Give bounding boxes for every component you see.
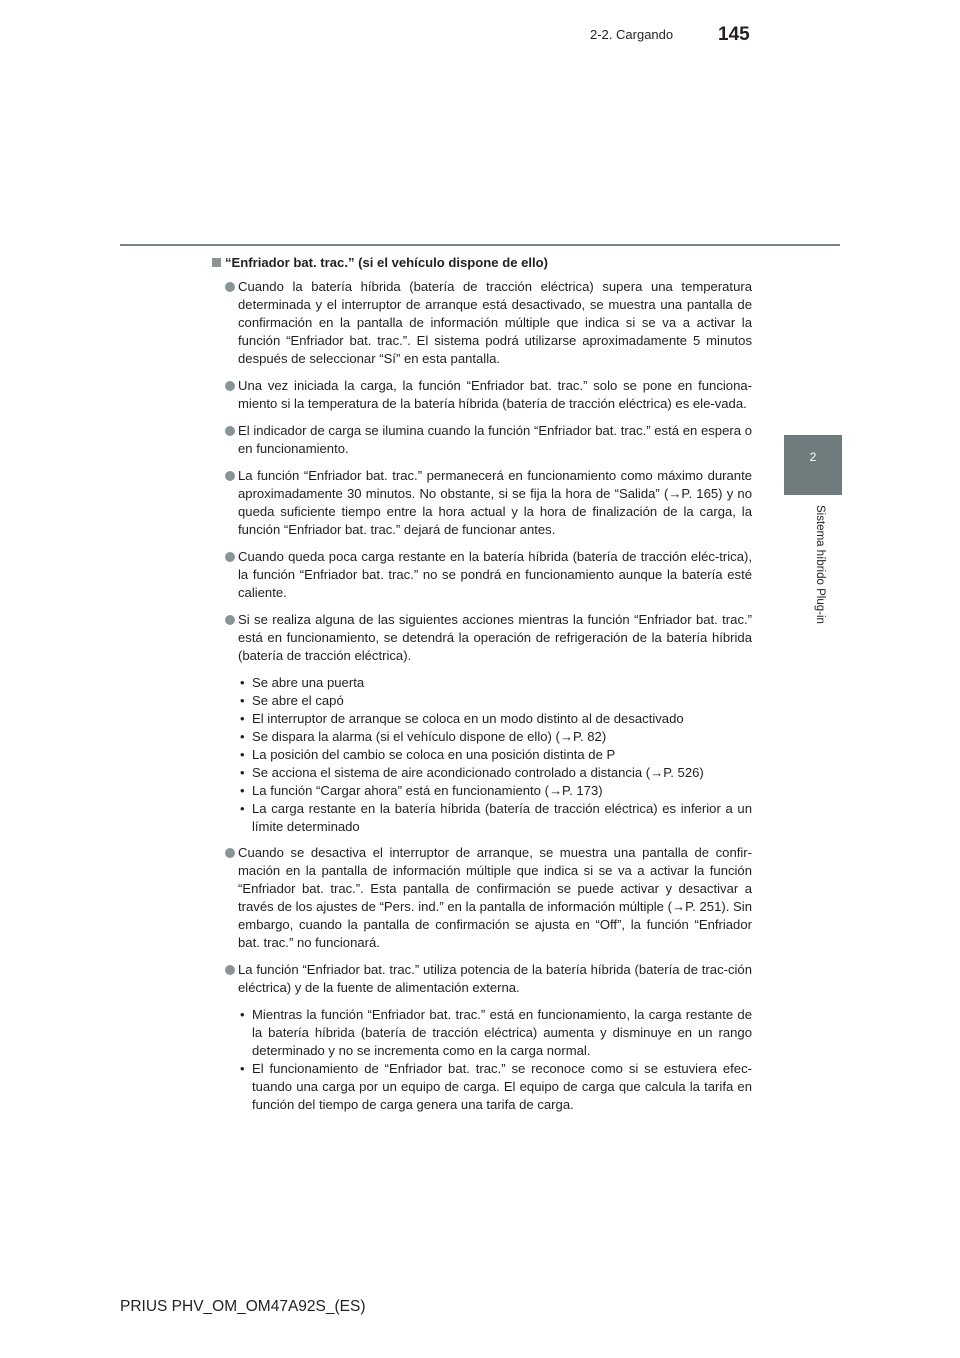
paragraph-item [212,422,752,458]
document-footer: PRIUS PHV_OM_OM47A92S_(ES) [120,1298,366,1315]
list-item: • Mientras la función “Enfriador bat. trac.” está en funcionamiento, la carga restante de la batería híbrida (batería de tracción eléctrica) aumenta y disminuye en un rango determinado y no se incrementa como en la carga normal. [238,1006,752,1060]
header-rule [120,244,840,246]
paragraph-text: La función “Enfriador bat. trac.” permanecerá en funcionamiento como máximo durante aproximadamente 30 minutos. No obstante, si se fija la hora de “Salida” (→P. 165) y no queda suficiente tiempo entre la hora actual y la hora de finalización de la carga, la función “Enfriador bat. trac.” dejará de funcionar antes. [238,468,752,537]
circle-bullet-icon [225,282,235,292]
paragraph-text: Si se realiza alguna de las siguientes acciones mientras la función “Enfriador bat. trac.” está en funcionamiento, se detendrá la operación de refrigeración de la batería híbrida (batería de tracción eléctrica). [238,612,752,663]
paragraph-item [212,467,752,539]
paragraph-text: Cuando la batería híbrida (batería de tracción eléctrica) supera una temperatura determinada y el interruptor de arranque está desactivado, se muestra una pantalla de confirmación en la pantalla de información múltiple que indica si se va a activar la función “Enfriador bat. trac.”. El sistema podrá utilizarse aproximadamente 5 minutos después de seleccionar “Sí” en esta pantalla. [238,279,752,366]
page-content [212,254,752,1114]
paragraph-text: Cuando queda poca carga restante en la batería híbrida (batería de tracción eléc-trica), la función “Enfriador bat. trac.” no se pondrá en funcionamiento aunque la batería esté caliente. [238,549,752,600]
circle-bullet-icon [225,426,235,436]
list-item: • Se acciona el sistema de aire acondicionado controlado a distancia (→P. 526) [238,764,752,782]
paragraph-text: Una vez iniciada la carga, la función “Enfriador bat. trac.” solo se pone en funciona-miento si la temperatura de la batería híbrida (batería de tracción eléctrica) es ele-vada. [238,378,752,411]
paragraph-item [212,844,752,952]
stop-actions-list [238,674,752,836]
list-item: • La función “Cargar ahora” está en funcionamiento (→P. 173) [238,782,752,800]
circle-bullet-icon [225,848,235,858]
page-number: 145 [718,24,750,45]
circle-bullet-icon [225,471,235,481]
circle-bullet-icon [225,381,235,391]
section-heading-text: “Enfriador bat. trac.” (si el vehículo dispone de ello) [225,255,549,270]
list-item: • La posición del cambio se coloca en una posición distinta de P [238,746,752,764]
list-item: • El interruptor de arranque se coloca en un modo distinto al de desactivado [238,710,752,728]
list-item: • El funcionamiento de “Enfriador bat. trac.” se reconoce como si se estuviera efec-tuando una carga por un equipo de carga. El equipo de carga que calcula la tarifa en función del tiempo de carga genera una tarifa de carga. [238,1060,752,1114]
section-title: 2-2. Cargando [590,27,674,42]
paragraph-text: El indicador de carga se ilumina cuando la función “Enfriador bat. trac.” está en espera o en funcionamiento. [238,423,752,456]
paragraph-item [212,611,752,665]
section-heading [212,254,752,272]
paragraph-item [212,377,752,413]
list-item: • La carga restante en la batería híbrida (batería de tracción eléctrica) es inferior a un límite determinado [238,800,752,836]
power-notes-list [238,1006,752,1114]
list-item: • Se abre una puerta [238,674,752,692]
list-item: • Se dispara la alarma (si el vehículo dispone de ello) (→P. 82) [238,728,752,746]
paragraph-item [212,548,752,602]
square-bullet-icon [212,258,221,267]
circle-bullet-icon [225,552,235,562]
chapter-number: 2 [809,450,817,464]
circle-bullet-icon [225,615,235,625]
paragraph-text: Cuando se desactiva el interruptor de arranque, se muestra una pantalla de confir-mación en la pantalla de información múltiple que indica si se va a activar la función “Enfriador bat. trac.”. Esta pantalla de confirmación se puede activar y desactivar a través de los ajustes de “Pers. ind.” en la pantalla de información múltiple (→P. 251). Sin embargo, cuando la pantalla de confirmación se ajusta en “Off”, la función “Enfriador bat. trac.” no funcionará. [238,845,752,950]
list-item: • Se abre el capó [238,692,752,710]
paragraph-item [212,961,752,997]
chapter-tab [784,435,842,495]
circle-bullet-icon [225,965,235,975]
paragraph-item [212,278,752,368]
chapter-title: Sistema híbrido Plug-in [814,505,826,624]
paragraph-text: La función “Enfriador bat. trac.” utiliza potencia de la batería híbrida (batería de trac-ción eléctrica) y de la fuente de alimentación externa. [238,962,752,995]
